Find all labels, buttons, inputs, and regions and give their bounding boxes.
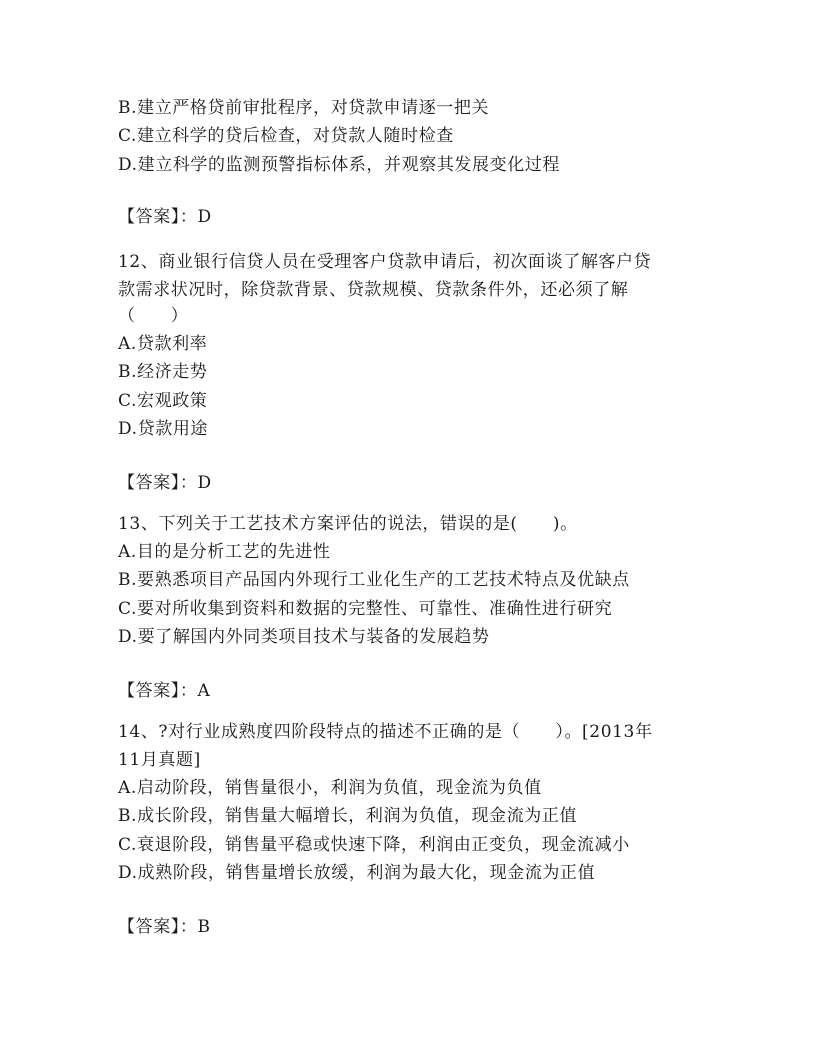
q11-option-c: C.建立科学的贷后检查，对贷款人随时检查 xyxy=(118,126,454,146)
q14-answer-label: 【答案】： xyxy=(118,917,198,937)
q13-option-d: D.要了解国内外同类项目技术与装备的发展趋势 xyxy=(118,627,490,647)
q11-answer-label: 【答案】： xyxy=(118,207,198,227)
q14-answer xyxy=(118,915,211,939)
q11-option-d: D.建立科学的监测预警指标体系，并观察其发展变化过程 xyxy=(118,155,561,175)
q14-option-a: A.启动阶段，销售量很小，利润为负值，现金流为负值 xyxy=(118,778,542,798)
q14-option-d: D.成熟阶段，销售量增长放缓，利润为最大化，现金流为正值 xyxy=(118,863,596,883)
q12-answer-label: 【答案】： xyxy=(118,473,198,493)
q12-answer-value: D xyxy=(197,473,212,493)
q14-stem-line-2: 11月真题] xyxy=(118,750,201,770)
q11-answer xyxy=(118,205,212,229)
q13-answer-label: 【答案】： xyxy=(118,681,198,701)
q12-stem-line-3: （ ） xyxy=(118,306,189,326)
q12-option-d: D.贷款用途 xyxy=(118,419,209,439)
q13-answer-value: A xyxy=(197,681,211,701)
q13-option-a: A.目的是分析工艺的先进性 xyxy=(118,542,331,562)
q12-option-a: A.贷款利率 xyxy=(118,334,208,354)
q14-stem-line-1: 14、?对行业成熟度四阶段特点的描述不正确的是（ ）。[2013年 xyxy=(118,722,653,742)
q13-option-c: C.要对所收集到资料和数据的完整性、可靠性、准确性进行研究 xyxy=(118,599,613,619)
q12-option-b: B.经济走势 xyxy=(118,362,208,382)
q13-stem-line-1: 13、下列关于工艺技术方案评估的说法，错误的是( )。 xyxy=(118,514,578,534)
q12-stem-line-1: 12、商业银行信贷人员在受理客户贷款申请后，初次面谈了解客户贷 xyxy=(118,252,652,272)
q11-answer-value: D xyxy=(197,207,212,227)
q11-option-b: B.建立严格贷前审批程序，对贷款申请逐一把关 xyxy=(118,98,490,118)
q14-answer-value: B xyxy=(197,917,211,937)
q14-option-c: C.衰退阶段，销售量平稳或快速下降，利润由正变负，现金流减小 xyxy=(118,835,630,855)
q12-stem-line-2: 款需求状况时，除贷款背景、贷款规模、贷款条件外，还必须了解 xyxy=(118,280,629,300)
q14-option-b: B.成长阶段，销售量大幅增长，利润为负值，现金流为正值 xyxy=(118,806,578,826)
q13-option-b: B.要熟悉项目产品国内外现行工业化生产的工艺技术特点及优缺点 xyxy=(118,570,630,590)
q12-answer xyxy=(118,471,212,495)
q12-option-c: C.宏观政策 xyxy=(118,391,208,411)
q13-answer xyxy=(118,679,210,703)
